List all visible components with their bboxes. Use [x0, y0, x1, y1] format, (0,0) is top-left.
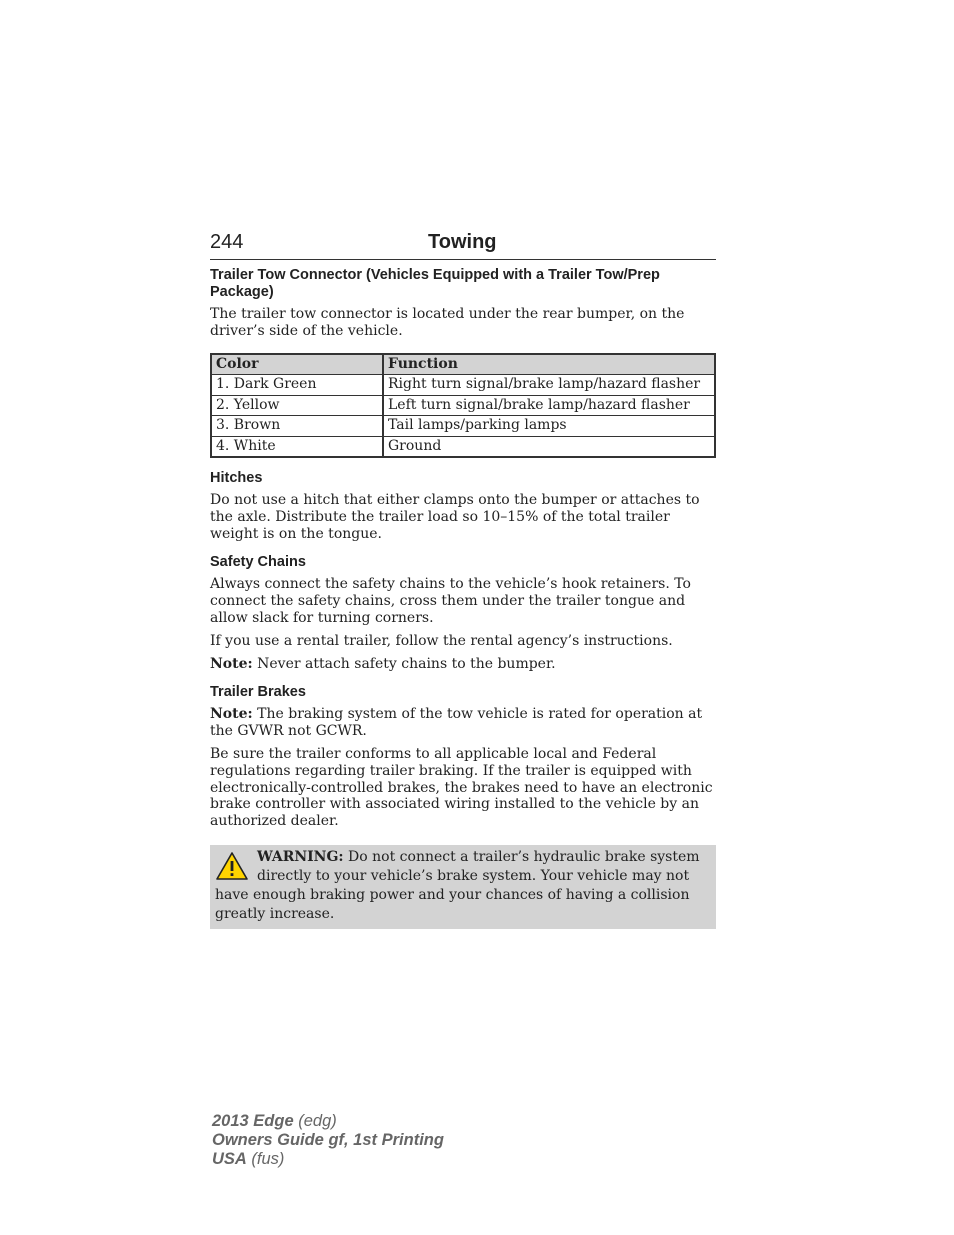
- trailer-brakes-text: Be sure the trailer conforms to all applicable local and Federal regulations regarding trailer braking. If the trailer is equipped with electronically-controlled brakes, the brakes need to have an electronic brake controller with associated wiring installed to the vehicle by an authorized dealer.: [210, 746, 713, 830]
- connector-text: The trailer tow connector is located under the rear bumper, on the driver’s side of the vehicle.: [210, 306, 685, 339]
- safety-chains-text: Always connect the safety chains to the vehicle’s hook retainers. To connect the safety chains, cross them under the trailer tongue and allow slack for turning corners.: [210, 576, 691, 627]
- table-cell-color: 3. Brown: [211, 416, 383, 437]
- warning-text: [215, 848, 711, 924]
- note-label: Note:: [210, 706, 253, 723]
- table-cell-function: Tail lamps/parking lamps: [383, 416, 715, 437]
- table-cell-color: 1. Dark Green: [211, 375, 383, 396]
- table-cell-function: Left turn signal/brake lamp/hazard flasher: [383, 395, 715, 416]
- table-row: [211, 395, 715, 416]
- warning-box: [210, 845, 716, 929]
- hitches-heading: Hitches: [210, 470, 263, 487]
- table-row: [211, 436, 715, 457]
- note-label: Note:: [210, 655, 253, 672]
- page-footer: [212, 1112, 444, 1169]
- footer-guide: Owners Guide gf, 1st Printing: [212, 1131, 444, 1149]
- page-number: 244: [210, 231, 244, 253]
- warning-label: WARNING:: [257, 849, 344, 866]
- table-cell-function: Ground: [383, 436, 715, 457]
- footer-region: USA (fus): [212, 1150, 285, 1168]
- trailer-brakes-heading: Trailer Brakes: [210, 684, 306, 701]
- table-header-row: [211, 354, 715, 375]
- table-cell-color: 4. White: [211, 436, 383, 457]
- footer-model: 2013 Edge (edg): [212, 1112, 337, 1130]
- page-title: Towing: [428, 231, 497, 253]
- rental-trailer-text: If you use a rental trailer, follow the rental agency’s instructions.: [210, 632, 673, 649]
- hitches-text: Do not use a hitch that either clamps onto the bumper or attaches to the axle. Distribute the trailer load so 10–15% of the total trailer weight is on the tongue.: [210, 492, 700, 542]
- table-header-function: Function: [383, 354, 715, 375]
- table-row: [211, 375, 715, 396]
- table-row: [211, 416, 715, 437]
- page-header: [210, 229, 716, 260]
- safety-chains-heading: Safety Chains: [210, 554, 306, 571]
- note-text: The braking system of the tow vehicle is rated for operation at the GVWR not GCWR.: [210, 706, 703, 740]
- table-cell-function: Right turn signal/brake lamp/hazard flasher: [383, 375, 715, 396]
- table-header-color: Color: [211, 354, 383, 375]
- page-content: [210, 267, 716, 929]
- table-cell-color: 2. Yellow: [211, 395, 383, 416]
- safety-chains-note: [210, 656, 716, 673]
- connector-heading: Trailer Tow Connector (Vehicles Equipped with a Trailer Tow/Prep Package): [210, 267, 660, 300]
- warning-body: Do not connect a trailer’s hydraulic brake system directly to your vehicle’s brake system. Your vehicle may not have enough braking power and your chances of having a collision greatly increase.: [215, 849, 700, 923]
- warning-triangle-icon: [215, 851, 249, 881]
- wiring-table: [210, 353, 716, 459]
- trailer-brakes-note: [210, 706, 716, 740]
- note-text: Never attach safety chains to the bumper.: [252, 655, 556, 672]
